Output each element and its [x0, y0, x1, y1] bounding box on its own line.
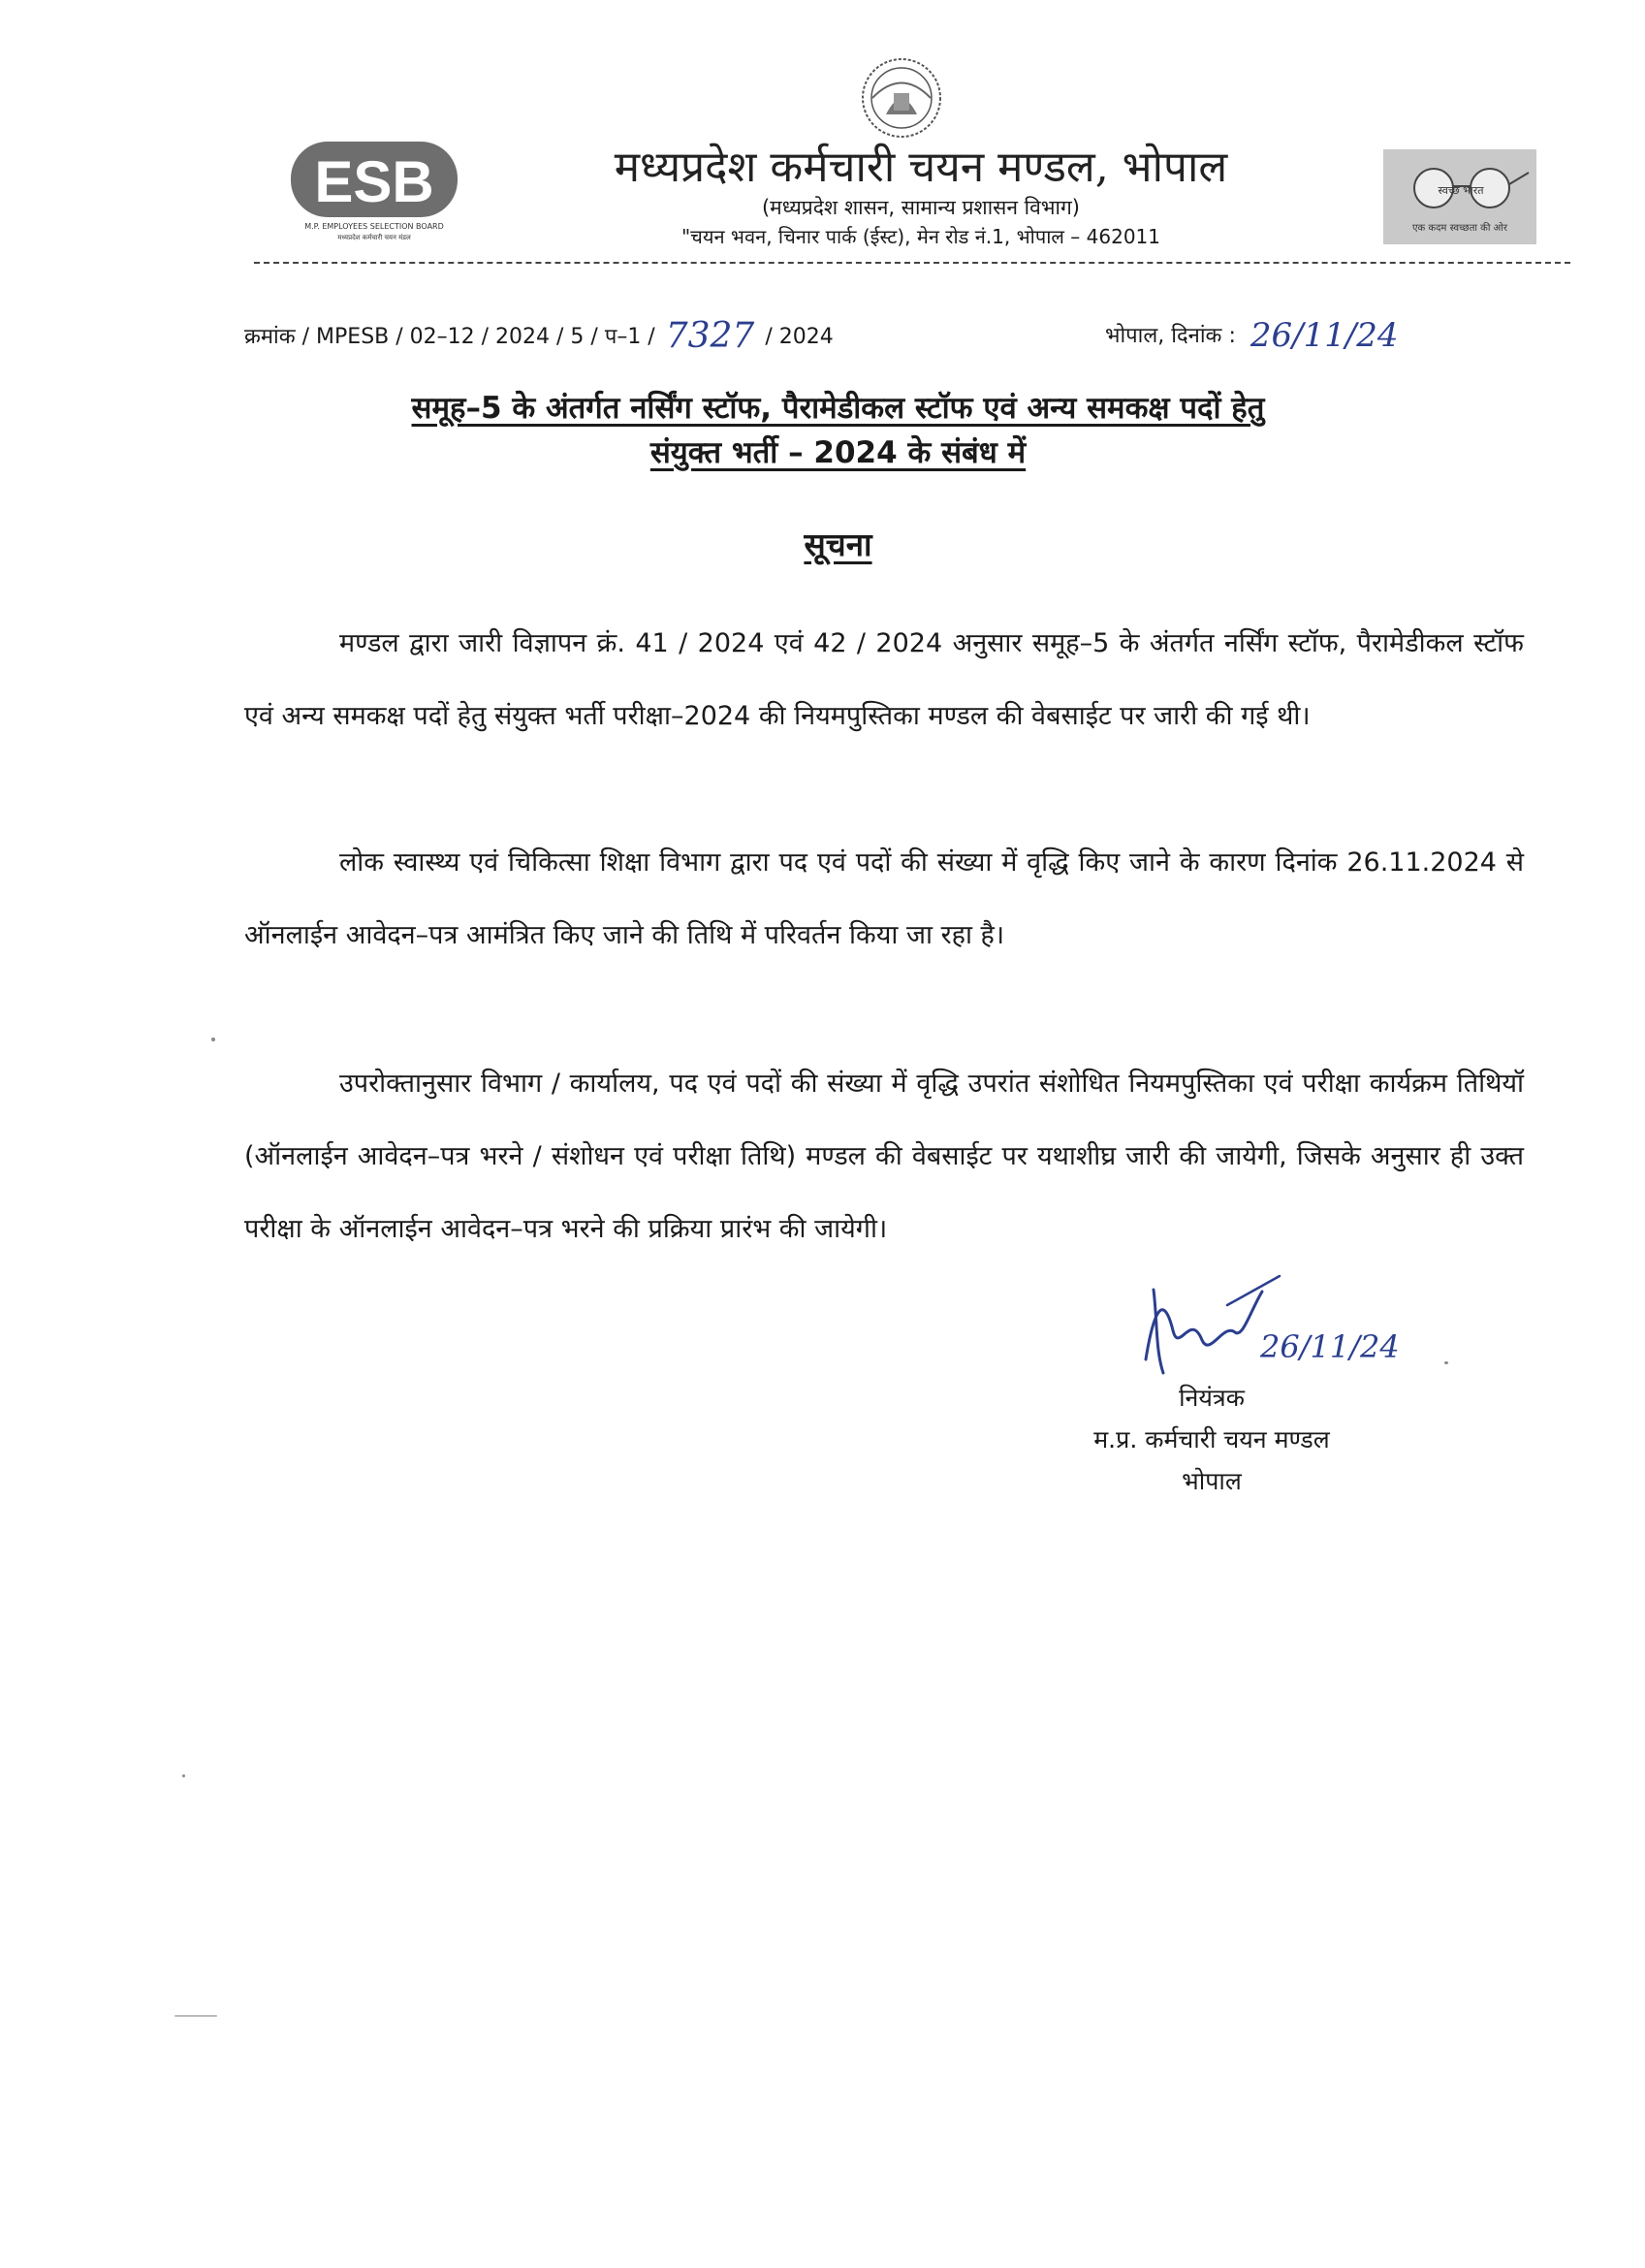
subject-heading [244, 386, 1432, 475]
signature-date: 26/11/24 [1260, 1328, 1400, 1365]
org-address: "चयन भवन, चिनार पार्क (ईस्ट), मेन रोड नं.1, भोपाल – 462011 [680, 225, 1161, 248]
signatory-block [1047, 1377, 1376, 1502]
signatory-city: भोपाल [1182, 1467, 1242, 1495]
handwritten-signature [1134, 1272, 1464, 1389]
body-paragraph-2: लोक स्वास्थ्य एवं चिकित्सा शिक्षा विभाग द्वारा पद एवं पदों की संख्या में वृद्धि किए जाने के कारण दिनांक 26.11.2024 से ऑनलाईन आवेदन–पत्र आमंत्रित किए जाने की तिथि में परिवर्तन किया जा रहा है। [244, 847, 1524, 950]
subject-line-1: समूह–5 के अंतर्गत नर्सिंग स्टॉफ, पैरामेडीकल स्टॉफ एवं अन्य समकक्ष पदों हेतु [411, 391, 1265, 426]
esb-logo-caption-hi: मध्यप्रदेश कर्मचारी चयन मंडल [337, 234, 411, 241]
date-label: भोपाल, दिनांक : [1105, 324, 1236, 348]
swachh-logo-caption: एक कदम स्वच्छता की ओर [1412, 223, 1507, 234]
scan-speck [211, 1038, 215, 1041]
esb-logo-text: ESB [314, 149, 434, 214]
reference-suffix: / 2024 [765, 325, 834, 349]
state-emblem-icon [843, 54, 960, 142]
esb-logo-caption: M.P. EMPLOYEES SELECTION BOARD [304, 222, 444, 231]
subject-line-2: संयुक्त भर्ती – 2024 के संबंध में [649, 435, 1027, 470]
esb-logo [283, 136, 467, 242]
swachh-bharat-logo [1383, 149, 1536, 244]
signatory-designation: नियंत्रक [1179, 1384, 1245, 1412]
scan-speck [1444, 1361, 1448, 1364]
body-paragraph-3: उपरोक्तानुसार विभाग / कार्यालय, पद एवं पदों की संख्या में वृद्धि उपरांत संशोधित नियमपुस्तिका एवं परीक्षा कार्यक्रम तिथियॉ (ऑनलाईन आवेदन–पत्र भरने / संशोधन एवं परीक्षा तिथि) मण्डल की वेबसाईट पर यथाशीघ्र जारी की जायेगी, जिसके अनुसार ही उक्त परीक्षा के ऑनलाईन आवेदन–पत्र भरने की प्रक्रिया प्रारंभ की जायेगी। [244, 1069, 1524, 1244]
body-paragraph-1: मण्डल द्वारा जारी विज्ञापन क्रं. 41 / 2024 एवं 42 / 2024 अनुसार समूह–5 के अंतर्गत नर्सिंग स्टॉफ, पैरामेडीकल स्टॉफ एवं अन्य समकक्ष पदों हेतु संयुक्त भर्ती परीक्षा–2024 की नियमपुस्तिका मण्डल की वेबसाईट पर जारी की गई थी। [244, 628, 1524, 731]
reference-prefix: क्रमांक / MPESB / 02–12 / 2024 / 5 / प–1 / [244, 325, 655, 349]
notice-title [244, 522, 1432, 565]
swachh-logo-text: स्वच्छ भारत [1438, 184, 1484, 197]
reference-number [244, 312, 834, 356]
org-subtitle: (मध्यप्रदेश शासन, सामान्य प्रशासन विभाग) [761, 196, 1080, 219]
org-title: मध्यप्रदेश कर्मचारी चयन मण्डल, भोपाल [614, 143, 1228, 192]
issue-date [1105, 312, 1399, 355]
handwritten-reference-number: 7327 [665, 316, 755, 356]
header-divider [254, 262, 1570, 264]
scan-speck [174, 2015, 217, 2017]
signatory-office: म.प्र. कर्मचारी चयन मण्डल [1093, 1425, 1330, 1453]
notice-title-text: सूचना [804, 526, 872, 563]
handwritten-date: 26/11/24 [1250, 316, 1399, 355]
scan-speck [182, 1774, 185, 1777]
